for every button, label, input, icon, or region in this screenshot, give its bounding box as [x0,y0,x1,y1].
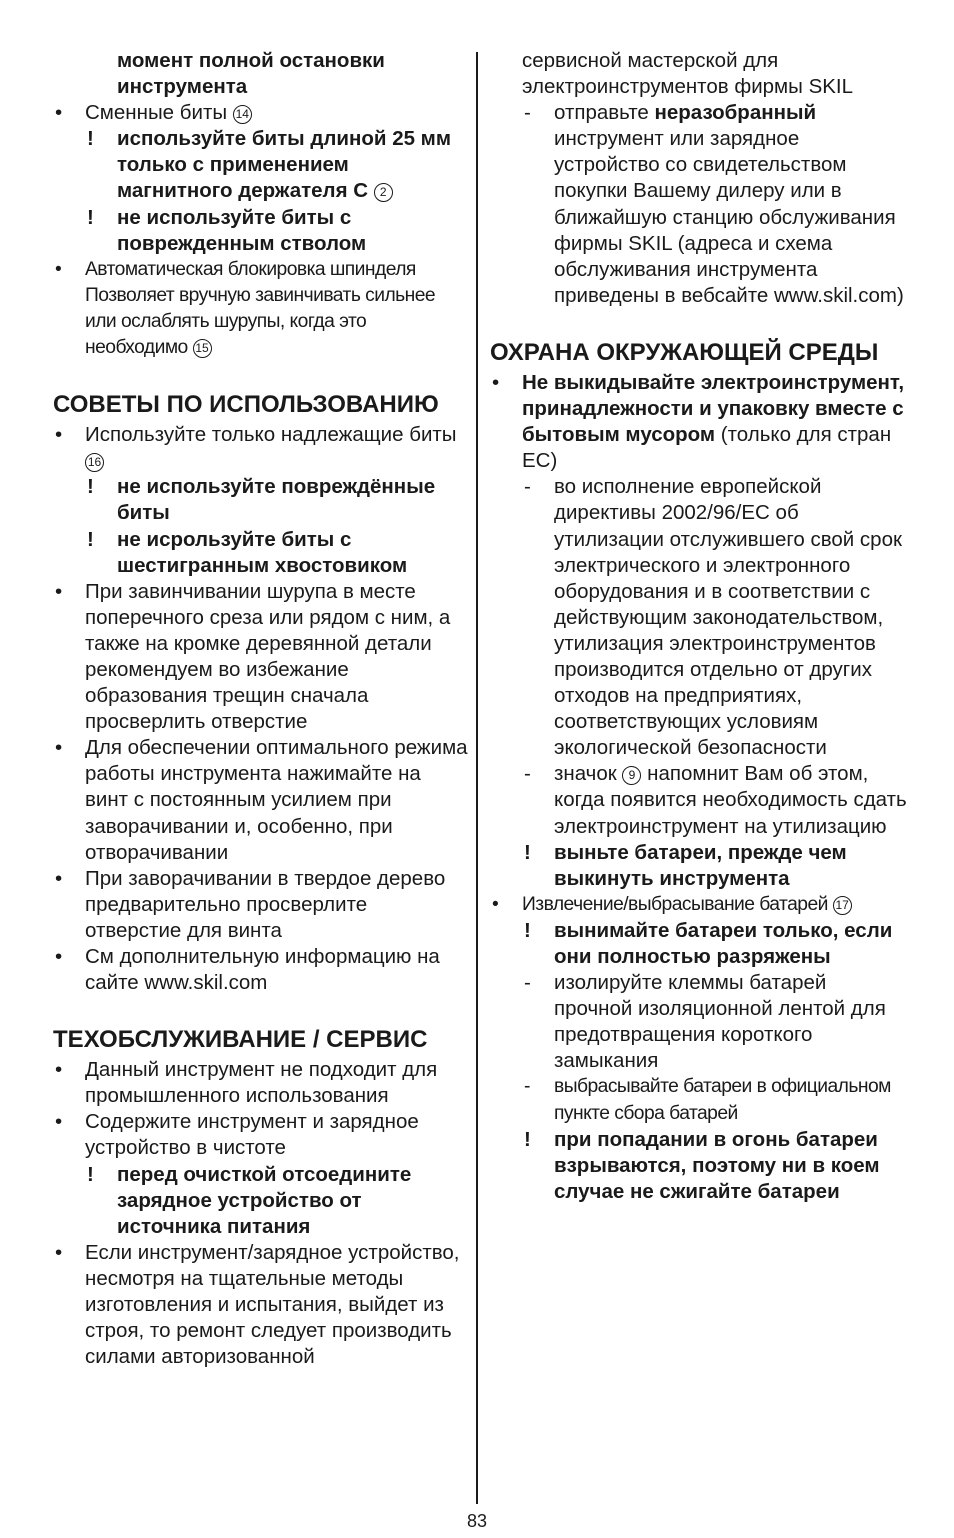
warning-mark: ! [524,918,531,942]
service-warning-1: ! перед очисткой отсоедините зарядное устройство от источника питания [87,1162,412,1238]
figure-ref-circle: 15 [193,339,212,358]
dash-mark: - [524,762,531,786]
bullet: • [55,866,63,890]
bullet: • [492,893,499,915]
tips-item-5: • См дополнительную информацию на сайте www.skil.com [55,945,440,995]
section-heading-environment: ОХРАНА ОКРУЖАЮЩЕЙ СРЕДЫ [490,338,879,366]
env-dash-3: - изолируйте клеммы батарей прочной изоляционной лентой для предотвращения короткого замыкания [524,971,886,1073]
figure-ref-circle: 2 [374,183,393,202]
bullet: • [55,579,63,603]
env-dash-1: - во исполнение европейской директивы 2002/96/ЕС об утилизации отслужившего свой срок электрического и электронного оборудования и в соответствии с действующим законодательством, утилизация электроинструментов производится отдельно от других отходов на предприятиях, соответствующих условиям экологической безопасности [524,475,902,760]
figure-ref-circle: 14 [233,105,252,124]
warning-mark: ! [87,205,94,229]
bits-label: Сменные биты [85,101,228,125]
warning-mark: ! [524,840,531,864]
dash-mark: - [524,475,531,499]
spindle-lock-item: • Автоматическая блокировка шпинделя Позволяет вручную завинчивать сильнее или ослаблять шурупы, когда это необходимо 15 [55,258,436,359]
figure-ref-circle: 9 [622,766,641,785]
env-warning-1: ! выньте батареи, прежде чем выкинуть инструмента [524,840,847,890]
env-dash-4: - выбрасывайте батареи в официальном пункте сбора батарей [524,1076,891,1124]
tips-warning-1: ! не используйте повреждённые биты [87,475,436,525]
section-heading-service: ТЕХОБСЛУЖИВАНИЕ / СЕРВИС [53,1026,428,1054]
left-column [53,48,468,1370]
bits-warning-2: ! не используйте биты с поврежденным стволом [87,205,367,255]
env-item-1: • Не выкидывайте электроинструмент, принадлежности и упаковку вместе с бытовым мусором (только для стран ЕС) [492,370,905,473]
tips-item-4: • При заворачивании в твердое дерево предварительно просверлите отверстие для винта [55,866,446,942]
warning-mark: ! [524,1127,531,1151]
bullet: • [55,423,63,447]
service-dash-1: - отправьте неразобранный инструмент или зарядное устройство со свидетельством покупки Вашему дилеру или в ближайшую станцию обслуживания фирмы SKIL (адреса и схема обслуживания инструмента приведены в вебсайте www.skil.com) [524,101,904,307]
dash-mark: - [524,1076,530,1098]
bullet: • [55,1240,63,1264]
warning-mark: ! [87,475,94,499]
env-item-2: • Извлечение/выбрасывание батарей 17 [490,892,910,918]
service-continuation: сервисной мастерской для электроинструментов фирмы SKIL [522,49,854,99]
bullet: • [55,258,62,280]
warning-mark: ! [87,527,94,551]
service-item-2: • Содержите инструмент и зарядное устройство в чистоте [55,1110,419,1160]
bullet: • [55,736,63,760]
env-warning-2: ! вынимайте батареи только, если они полностью разряжены [524,918,893,968]
section-heading-tips: СОВЕТЫ ПО ИСПОЛЬЗОВАНИЮ [53,391,439,419]
bullet: • [55,945,63,968]
bullet: • [55,101,63,125]
tips-item-2: • При завинчивании шурупа в месте поперечного среза или рядом с ним, а также на кромке деревянной детали рекомендуем во избежание образования трещин сначала просверлить отверстие [55,579,451,734]
figure-ref-circle: 16 [85,453,104,472]
page-number: 83 [466,1511,488,1531]
bullet: • [55,1110,63,1134]
tips-item-1: • Используйте только надлежащие биты 16 [53,422,468,474]
column-divider [476,52,478,1504]
env-warning-3: ! при попадании в огонь батареи взрываются, поэтому ни в коем случае не сжигайте батареи [524,1127,880,1203]
intro-continuation: момент полной остановки инструмента [117,49,385,99]
bullet: • [55,1058,63,1082]
dash-mark: - [524,971,531,995]
right-column [490,48,910,1205]
tips-item-3: • Для обеспечении оптимального режима работы инструмента нажимайте на винт с постоянным усилием при заворачивании и, особенно, при отворачивании [55,736,468,864]
bits-item [53,100,468,126]
bullet: • [492,370,500,394]
service-item-1: • Данный инструмент не подходит для промышленного использования [55,1058,438,1108]
dash-mark: - [524,101,531,125]
bits-warning-1: ! используйте биты длиной 25 мм только с применением магнитного держателя C 2 [87,127,452,203]
service-item-3: • Если инструмент/зарядное устройство, несмотря на тщательные методы изготовления и испытания, выйдет из строя, то ремонт следует производить силами авторизованной [55,1240,460,1369]
figure-ref-circle: 17 [833,896,852,915]
warning-mark: ! [87,1162,94,1186]
warning-mark: ! [87,127,94,151]
tips-warning-2: ! не исрользуйте биты с шестигранным хвостовиком [87,527,408,577]
env-dash-2: - значок 9 напомнит Вам об этом, когда появится необходимость сдать электроинструмент на утилизацию [524,762,907,838]
